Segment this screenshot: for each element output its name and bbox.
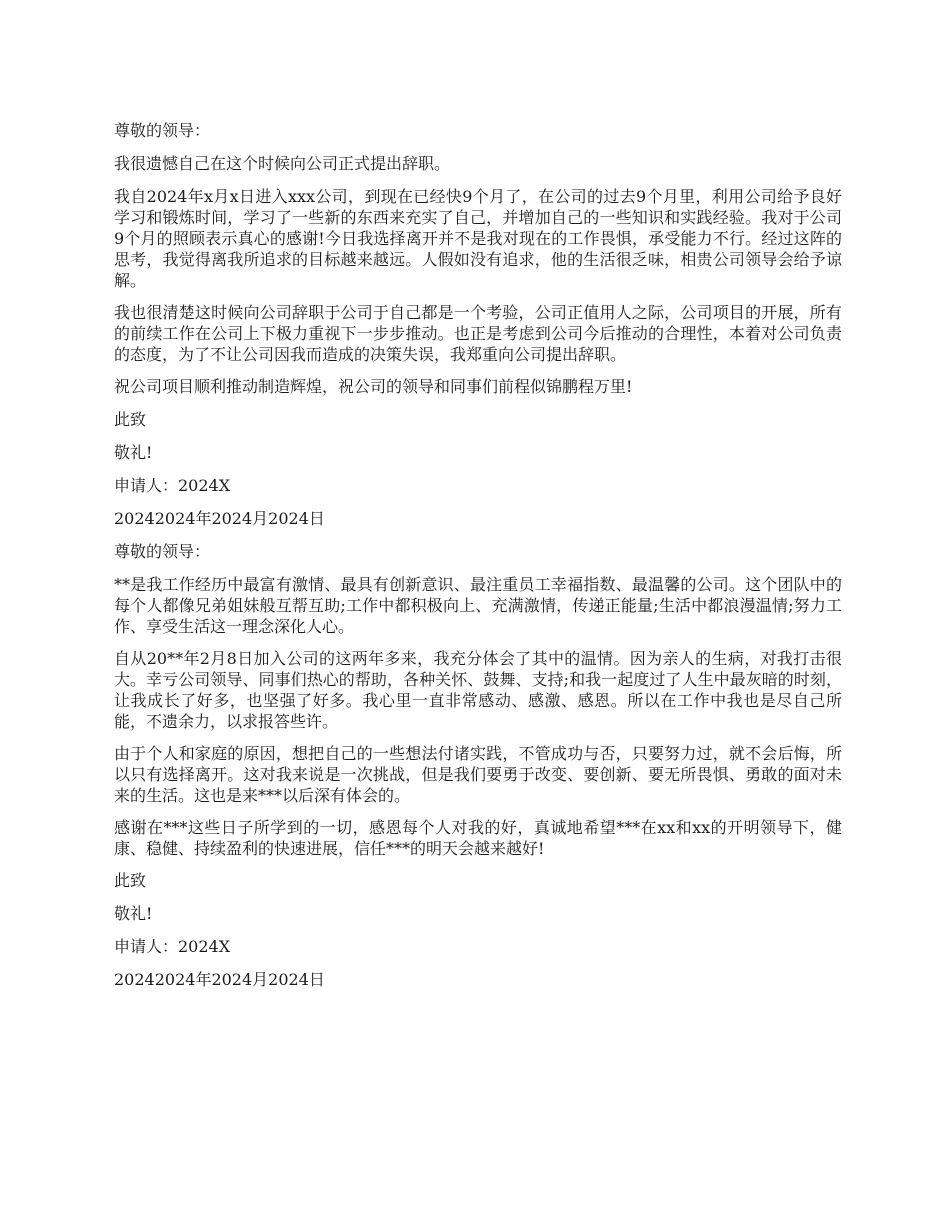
- letter2-paragraph-1: **是我工作经历中最富有激情、最具有创新意识、最注重员工幸福指数、最温馨的公司。这个团队中的每个人都像兄弟姐妹般互帮互助;工作中都积极向上、充满激情，传递正能量;生活中都浪漫温情;努力工作、享受生活这一理念深化人心。: [114, 575, 842, 636]
- letter1-paragraph-2: 我自2024年x月x日进入xxx公司，到现在已经快9个月了，在公司的过去9个月里，利用公司给予良好学习和锻炼时间，学习了一些新的东西来充实了自己，并增加自己的一些知识和实践经验。我对于公司9个月的照顾表示真心的感谢!今日我选择离开并不是我对现在的工作畏惧，承受能力不行。经过这阵的思考，我觉得离我所追求的目标越来越远。人假如没有追求，他的生活很乏味，相贵公司领导会给予谅解。: [114, 187, 842, 290]
- letter2-closing-1: 此致: [114, 871, 147, 890]
- letter2-paragraph-4: 感谢在***这些日子所学到的一切，感恩每个人对我的好，真诚地希望***在xx和xx的开明领导下，健康、稳健、持续盈利的快速进展，信任***的明天会越来越好!: [114, 818, 842, 858]
- letter2-paragraph-3: 由于个人和家庭的原因，想把自己的一些想法付诸实践，不管成功与否，只要努力过，就不会后悔，所以只有选择离开。这对我来说是一次挑战，但是我们要勇于改变、要创新、要无所畏惧、勇敢的面对未来的生活。这也是来***以后深有体会的。: [114, 744, 842, 805]
- letter1-salutation: 尊敬的领导：: [114, 121, 211, 140]
- letter1-applicant: 申请人：2024X: [114, 476, 231, 495]
- letter1-paragraph-4: 祝公司项目顺利推动制造辉煌，祝公司的领导和同事们前程似锦鹏程万里!: [114, 377, 633, 396]
- letter1-paragraph-1: 我很遗憾自己在这个时候向公司正式提出辞职。: [114, 154, 451, 173]
- letter1-paragraph-3: 我也很清楚这时候向公司辞职于公司于自己都是一个考验，公司正值用人之际，公司项目的开展，所有的前续工作在公司上下极力重视下一步步推动。也正是考虑到公司今后推动的合理性，本着对公司负责的态度，为了不让公司因我而造成的决策失误，我郑重向公司提出辞职。: [114, 303, 842, 364]
- letter1-closing-2: 敬礼!: [114, 443, 153, 462]
- letter1-date: 20242024年2024月2024日: [114, 509, 325, 528]
- letter2-paragraph-2: 自从20**年2月8日加入公司的这两年多来，我充分体会了其中的温情。因为亲人的生病，对我打击很大。幸亏公司领导、同事们热心的帮助，各种关怀、鼓舞、支持;和我一起度过了人生中最灰暗的时刻，让我成长了好多，也坚强了好多。我心里一直非常感动、感激、感恩。所以在工作中我也是尽自己所能，不遗余力，以求报答些许。: [114, 649, 842, 731]
- document-page: [114, 120, 842, 1002]
- letter1-closing-1: 此致: [114, 410, 147, 429]
- letter2-date: 20242024年2024月2024日: [114, 970, 325, 989]
- letter2-applicant: 申请人：2024X: [114, 937, 231, 956]
- letter2-closing-2: 敬礼!: [114, 904, 153, 923]
- letter2-salutation: 尊敬的领导：: [114, 542, 211, 561]
